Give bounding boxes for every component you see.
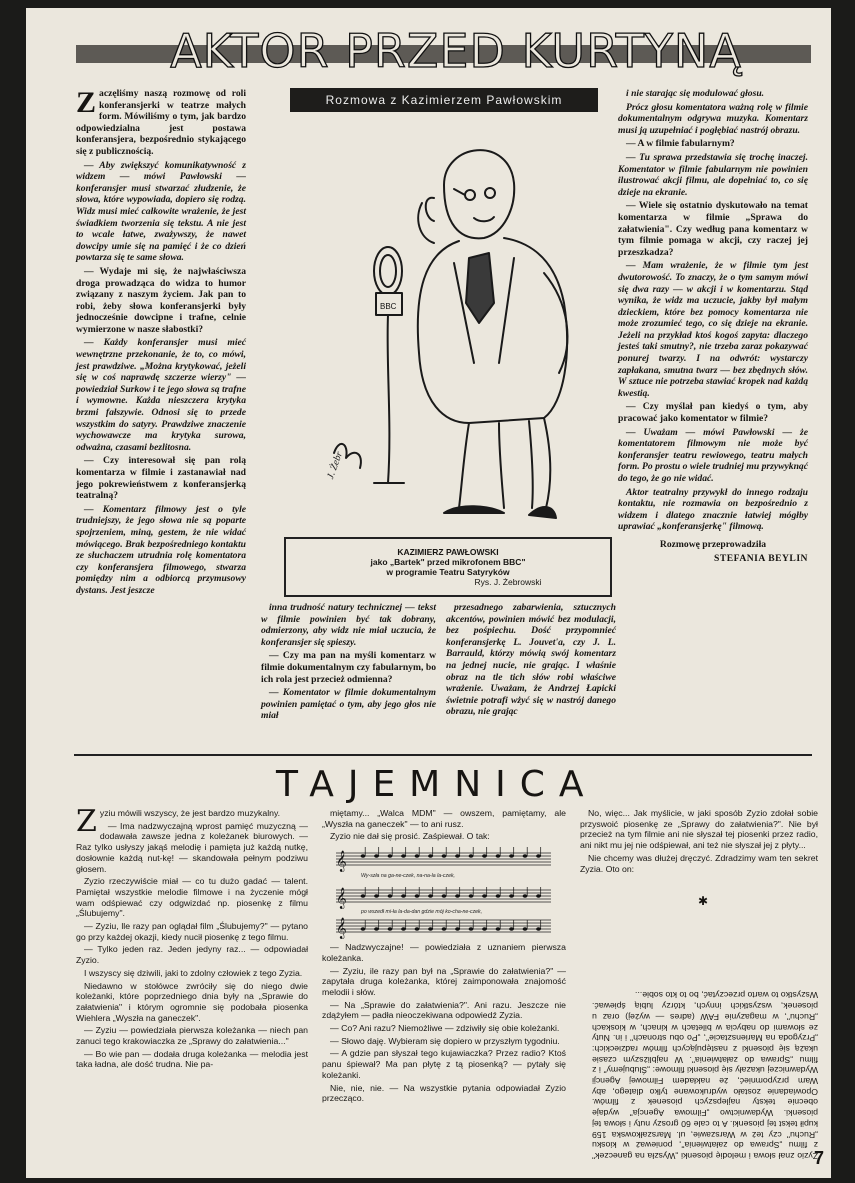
- paragraph: Zyzio rzeczywiście miał — co tu dużo gadać — talent. Pamiętał wszystkie melodie filmowe i na życzenie mógł wam odśpiewać czy odgwizdać np. piosenkę z filmu „Ślubujemy".: [76, 876, 308, 919]
- interviewer-credit: Rozmowę przeprowadziła: [659, 538, 767, 550]
- paragraph: — Nadzwyczajne! — powiedziała z uznaniem pierwsza koleżanka.: [322, 942, 566, 963]
- interview-column-1: [76, 88, 246, 753]
- paragraph: inna trudność natury technicznej — tekst w filmie powinien być tak dobrany, odmierzony, aby widz nie miał uczucia, że konferansjer się spieszy.: [261, 602, 436, 648]
- music-note: [401, 894, 406, 898]
- music-note: [509, 927, 514, 931]
- paragraph: No, więc... Jak myślicie, w jaki sposób Zyzio zdołał sobie przyswoić piosenkę ze „Sprawy do załatwienia?". Nie był przecież na tym filmie ani nie słyszał tej piosenki przez radio, ani nikt mu jej nie odśpiewał, ani też nie słyszał jej z płyty...: [580, 808, 818, 851]
- paragraph: Aktor teatralny przywykł do innego rodzaju kontaktu, nie rozmawia on bezpośrednio z widzem i dlatego znacznie łatwiej mógłby uprawiać „konferansjerkę" filmową.: [618, 486, 808, 533]
- paragraph: Niedawno w stołówce zwróciły się do niego dwie koleżanki, które poprzedniego dnia były na „Sprawie do załatwienia" i którym ogromnie się podobała piosenka Wiehlera „Wyszła na ganeczek".: [76, 980, 308, 1023]
- music-note: [509, 854, 514, 858]
- paragraph: — A gdzie pan słyszał tego kujawiaczka? Przez radio? Ktoś panu śpiewał? Ma pan płytę z tą piosenką? — pytały się koleżanki.: [322, 1048, 566, 1080]
- music-note: [428, 854, 433, 858]
- paragraph: — Czy ma pan na myśli komentarz w filmie dokumentalnym czy fabularnym, bo ich rola jest przecież odmienna?: [261, 650, 436, 685]
- music-note: [455, 894, 460, 898]
- paragraph: — Wiele się ostatnio dyskutowało na temat komentarza w filmie „Sprawa do załatwienia". Czy według pana komentarz w tym filmie pomaga w akcji, czy raczej jej przeszkadza?: [618, 200, 808, 258]
- paragraph: — Każdy konferansjer musi mieć wewnętrzne przekonanie, że to, co mówi, jest prawdziwe. „Można krytykować, jeżeli się w coś naprawdę szczerze wierzy" — powiedział Surkow i te jego słowa są trafne i wymowne. Każda nieszczera krytyka brzmi fałszywie. Odnosi się to przede wszystkim do satyry. Prawdziwe znaczenie wychowawcze ma krytyka surowa, odważna, czasami bezlitosna.: [76, 337, 246, 453]
- paragraph: — Zyziu — powiedziała pierwsza koleżanka — niech pan zanuci tego krakowiaczka ze „Sprawy do załatwienia...": [76, 1025, 308, 1047]
- paragraph: — Zyziu, lle razy pan oglądał film „Ślubujemy?" — pytano go przy każdej okazji, kiedy nucił piosenkę z tego filmu.: [76, 921, 308, 942]
- paragraph: — Uważam — mówi Pawłowski — że komentatorem filmowym nie może być konferansjer teatru rewiowego, teatru małych form. Po prostu o wiele trudniej mu przywyknąć do tego, że go nie widać.: [618, 426, 808, 484]
- music-note: [496, 894, 501, 898]
- music-note: [388, 894, 393, 898]
- music-note: [415, 927, 420, 931]
- upside-down-answer: Zyzio znał słowa i melodię piosenki „Wyszła na ganeczek" z filmu „Sprawa do załatwienia", ponieważ w kiosku „Ruchu" czy też w Warszawie, ul. Marszałkowska 159 kupił tekst tej piosenki. A to cale 60 groszy nuty i słowa tej piosenki. Wydawnictwo „Filmowa Agencja" wydaje obecnie teksty najlepszych piosenek z filmów. Opowiadanie zostało wydrukowane tylko dlatego, aby Wam przypomnieć, że nakładem Filmowej Agencji Wydawniczej ukazały się piosenki filmowe: „Ślubujemy" i z filmu „Sprawa do załatwienia". W najbliższym czasie ukażą się piosenki z następujących filmów radzieckich: „Przygoda na Mariensztacie", „Po obu stronach" i in. Nuty ze słowami do nabycia w biletach w kinach, w kioskach „Ruchu", w magazynie FAW (adres — wyżej) oraz u piosenek, wszystkich innych, którzy lubią śpiewać. Wszystko to warto przeczytać, bo to kto sobie...: [592, 990, 818, 1161]
- caricature-illustration: [294, 123, 604, 533]
- paragraph: I wszyscy się dziwili, jaki to zdolny człowiek z tego Zyzia.: [84, 967, 303, 978]
- interview-column-3: [446, 602, 616, 752]
- music-note: [401, 854, 406, 858]
- music-note: [496, 927, 501, 931]
- music-note: [536, 894, 541, 898]
- paragraph: Nie, nie, nie. — Na wszystkie pytania odpowiadał Zyzio przecząco.: [322, 1082, 566, 1104]
- music-lyrics-1: Wy-szła na ga-ne-czek, na-na-la la-czek,: [361, 873, 455, 879]
- music-note: [415, 894, 420, 898]
- music-note: [455, 927, 460, 931]
- music-note: [428, 927, 433, 931]
- music-note: [469, 894, 474, 898]
- music-note: [536, 854, 541, 858]
- music-note: [455, 854, 460, 858]
- music-note: [415, 854, 420, 858]
- interview-column-2: [261, 602, 436, 752]
- music-note: [523, 854, 528, 858]
- story-title: TAJEMNICA: [276, 764, 598, 805]
- music-note: [482, 894, 487, 898]
- svg-text:𝄞: 𝄞: [336, 918, 347, 939]
- paragraph: — Mam wrażenie, że w filmie tym jest dwutorowość. To znaczy, że o tym samym mówi się dwa razy — w akcji i w komentarzu. Stąd wynika, że widz ma uczucie, jakby był małym dzieckiem, które bez pomocy komentarza nie może zrozumieć tego, co się dzieje na ekranie. Jeżeli na przykład ktoś kogoś zapyta: dlaczego jesteś taki smutny?, nie trzeba zaraz pokazywać ponurej twarzy. I na odwrót: wystarczy zapłakana, smutna twarz — bez zbędnych słów. W sztuce nie potrzeba stawiać kropek nad każdą kwestią.: [618, 260, 808, 399]
- story-column-1: [76, 804, 308, 1168]
- paragraph: — Czy interesował się pan rolą komentarza w filmie i zastanawiał nad jego pokrewieństwem z konferansjerką teatralną?: [76, 455, 246, 502]
- paragraph: i nie starając się modulować głosu.: [626, 88, 765, 99]
- paragraph: — Komentator w filmie dokumentalnym powinien pamiętać o tym, aby jego głos nie miał: [261, 687, 436, 722]
- paragraph: Nie chcemy was dłużej dręczyć. Zdradzimy wam ten sekret Zyzia. Oto on:: [580, 852, 818, 874]
- music-note: [374, 854, 379, 858]
- music-note: [374, 927, 379, 931]
- paragraph: — Aby zwiększyć komunikatywność z widzem — mówi Pawłowski — konferansjer musi stwarzać złudzenie, że słowa, które wypowiada, dopiero się rodzą. Widz musi mieć całkowite wrażenie, że jest świadkiem tworzenia się tekstu. A nie jest to wcale łatwe, zważywszy, że nawet dowcipy umie się na pamięć i że co dzień powtarza się te same słowa.: [76, 159, 246, 264]
- paragraph: — Komentarz filmowy jest o tyle trudniejszy, że jego słowa nie są poparte spojrzeniem, miną, gestem, że nie widać mówiącego. Brak bezpośredniego kontaktu ze słuchaczem utrudnia rolę komentatora czy konferansjera filmowego, stwarza pomiędzy nim a odbiorcą przymusowy dystans. Jest jeszcze: [76, 503, 246, 596]
- section-divider: [74, 754, 812, 756]
- paragraph: — Co? Ani razu? Niemożliwe — zdziwiły się obie koleżanki.: [330, 1023, 560, 1034]
- paragraph: — Bo wie pan — dodała druga koleżanka — melodia jest taka ładna, ale dość trudna. Nie pa-: [76, 1048, 308, 1070]
- music-note: [388, 927, 393, 931]
- paragraph: — Słowo daję. Wybieram się dopiero w przyszłym tygodniu.: [330, 1035, 560, 1046]
- music-note: [496, 854, 501, 858]
- music-note: [361, 927, 366, 931]
- music-note: [442, 894, 447, 898]
- paragraph: — Ima nadzwyczajną wprost pamięć muzyczną — dodawała zawsze jedna z koleżanek biurowych. — Raz tylko usłyszy jakąś melodię i pamięta już każdą nutkę, dosłownie każdą nut-kę! — skandowała pełnym podziwu głosem.: [76, 820, 308, 874]
- music-note: [428, 894, 433, 898]
- article-title: AKTOR PRZED KURTYNĄ: [170, 24, 742, 78]
- paragraph: — Tu sprawa przedstawia się trochę inaczej. Komentator w filmie fabularnym nie powinien ilustrować akcji filmu, ale dopełniać to, co się dzieje na ekranie.: [618, 151, 808, 198]
- illustration-caption: [284, 537, 612, 597]
- paragraph: Zaczęliśmy naszą rozmowę od roli konferansjerki w teatrze małych form. Mówiliśmy o tym, jak bardzo odpowiedzialna jest postawa konferansjera, bezpośrednio stykającego się z publicznością.: [76, 86, 246, 157]
- music-note: [523, 927, 528, 931]
- page-number: 7: [814, 1148, 825, 1168]
- star-ornament: ✱: [698, 894, 709, 908]
- music-note: [482, 854, 487, 858]
- paragraph: — Zyziu, ile razy pan był na „Sprawie do załatwienia?" — zapytała druga koleżanka, której zaimponowała znajomość melodii i słów.: [322, 965, 566, 997]
- magazine-page: [26, 8, 831, 1178]
- music-note: [361, 854, 366, 858]
- music-note: [536, 927, 541, 931]
- svg-text:𝄞: 𝄞: [336, 851, 347, 872]
- caption-name: KAZIMIERZ PAWŁOWSKI: [397, 547, 499, 557]
- music-lyrics-2: po wszedł mi-ła la-da-dan gdzie mój ko-cha-ne-czek,: [361, 909, 483, 915]
- paragraph: — Tylko jeden raz. Jeden jedyny raz... — odpowiadał Zyzio.: [76, 944, 308, 966]
- music-note: [442, 854, 447, 858]
- story-column-3: [580, 808, 818, 898]
- caption-line-2: w programie Teatru Satyryków: [386, 567, 510, 577]
- sheet-music: [331, 845, 556, 940]
- paragraph: — Czy myślał pan kiedyś o tym, aby pracować jako komentator w filmie?: [618, 401, 808, 425]
- music-note: [374, 894, 379, 898]
- drop-cap: Z: [76, 804, 97, 839]
- music-note: [469, 854, 474, 858]
- music-note: [509, 894, 514, 898]
- music-note: [469, 927, 474, 931]
- paragraph: — Na „Sprawie do załatwienia?". Ani razu. Jeszcze nie zdążyłem — padła nieoczekiwana odpowiedź Zyzia.: [322, 999, 566, 1021]
- caption-line-1: jako „Bartek" przed mikrofonem BBC": [370, 557, 526, 567]
- music-note: [401, 927, 406, 931]
- paragraph: Zyzio nie dał się prosić. Zaśpiewał. O tak:: [330, 831, 490, 842]
- svg-text:𝄞: 𝄞: [336, 888, 347, 909]
- caption-credit: Rys. J. Żebrowski: [474, 577, 542, 587]
- music-note: [442, 927, 447, 931]
- paragraph: miętamy... „Walca MDM" — owszem, pamiętamy, ale „Wyszła na ganeczek" — to ani rusz.: [322, 808, 566, 829]
- mic-label: BBC: [380, 302, 397, 311]
- artist-signature: J. Żebr: [325, 450, 346, 481]
- drop-cap: Z: [76, 86, 97, 119]
- music-note: [388, 854, 393, 858]
- interviewer-name: STEFANIA BEYLIN: [714, 552, 808, 564]
- article-subtitle: Rozmowa z Kazimierzem Pawłowskim: [290, 88, 598, 112]
- paragraph: — Wydaje mi się, że najwłaściwsza droga prowadząca do widza to humor związany z naszym życiem. Jak pan to robi, żeby słowa konferansjerki były jednocześnie dowcipne i trafne, celnie wymierzone w nasze słabostki?: [76, 265, 246, 335]
- paragraph: Zyziu mówili wszyscy, że jest bardzo muzykalny.: [76, 804, 281, 839]
- paragraph: — A w filmie fabularnym?: [626, 138, 735, 150]
- music-note: [482, 927, 487, 931]
- interview-column-4: [618, 88, 808, 753]
- music-note: [361, 894, 366, 898]
- paragraph: przesadnego zabarwienia, sztucznych akcentów, powinien mówić bez modulacji, bez pośpiechu. Dość przypomnieć konferansjerkę L. Jouvet'a, czy J. L. Barrauld, którzy mówią swój komentarz na jednej nucie, nie grając. I właśnie obraz na tle tich słów robi właściwe wrażenie. Uważam, że Andrzej Łapicki świetnie potrafi wżyć się w nastrój danego obrazu, nie grając: [446, 602, 616, 718]
- paragraph: Prócz głosu komentatora ważną rolę w filmie dokumentalnym odgrywa muzyka. Komentarz musi ją uzupełniać i pogłębiać nastrój obrazu.: [618, 101, 808, 136]
- music-note: [523, 894, 528, 898]
